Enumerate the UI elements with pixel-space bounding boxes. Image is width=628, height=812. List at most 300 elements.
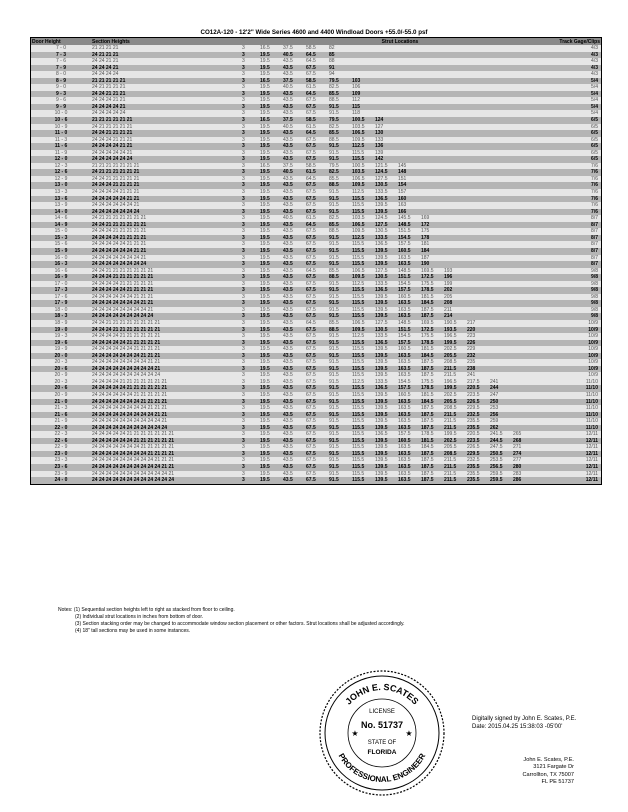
strut-value: 109.5 (352, 182, 365, 189)
section-count-cell: 3 (241, 385, 259, 392)
strut-value: 67.5 (306, 385, 316, 392)
strut-value: 139 (375, 149, 384, 156)
strut-value: 43.5 (283, 267, 293, 274)
section-heights-cell: 24 24 24 24 21 21 21 21 21 21 21 (91, 379, 241, 386)
address-city: Carrollton, TX 75007 (522, 771, 574, 778)
strut-value: 61.5 (306, 169, 316, 176)
strut-value: 19.5 (260, 156, 270, 163)
strut-value: 241 (490, 378, 499, 385)
strut-value: 199.5 (444, 385, 457, 392)
strut-value: 145 (398, 162, 407, 169)
strut-value: 19.5 (260, 208, 270, 215)
section-count-cell: 3 (241, 65, 259, 72)
track-gage-cell: 4/3 (541, 45, 601, 52)
strut-value: 139.5 (375, 202, 388, 209)
section-count-cell: 3 (241, 425, 259, 432)
strut-value: 163.5 (398, 457, 411, 464)
strut-value: 106.5 (352, 130, 365, 137)
door-height-cell: 8 - 0 (31, 71, 91, 78)
strut-value: 205.5 (444, 398, 457, 405)
door-height-cell: 16 - 9 (31, 274, 91, 281)
strut-value: 85.5 (329, 221, 339, 228)
door-height-cell: 10 - 9 (31, 124, 91, 131)
track-gage-cell: 6/5 (541, 137, 601, 144)
section-heights-cell: 24 24 24 24 24 24 24 24 24 21 (91, 366, 241, 373)
strut-value: 82.5 (329, 84, 339, 91)
strut-table (30, 37, 602, 485)
strut-value: 157.5 (398, 241, 411, 248)
strut-value: 109.5 (352, 228, 365, 235)
strut-value: 130 (375, 130, 384, 137)
strut-value: 211.5 (444, 365, 457, 372)
section-count-cell: 3 (241, 431, 259, 438)
strut-value: 91.5 (329, 477, 339, 484)
table-body (31, 45, 601, 484)
strut-value: 91.5 (329, 189, 339, 196)
strut-value: 67.5 (306, 477, 316, 484)
strut-value: 19.5 (260, 90, 270, 97)
strut-value: 91 (329, 64, 335, 71)
section-count-cell: 3 (241, 124, 259, 131)
note-2: (2) Individual strut locations in inches from bottom of door. (75, 614, 204, 620)
strut-value: 67.5 (306, 372, 316, 379)
strut-value: 151.5 (398, 274, 411, 281)
strut-value: 214 (444, 313, 453, 320)
strut-value: 64.5 (306, 175, 316, 182)
strut-value: 43.5 (283, 195, 293, 202)
strut-value: 43.5 (283, 110, 293, 117)
strut-value: 169.5 (421, 267, 434, 274)
track-gage-cell: 11/10 (541, 425, 601, 432)
strut-value: 229 (467, 346, 476, 353)
strut-value: 241 (467, 372, 476, 379)
strut-value: 259.5 (490, 470, 503, 477)
door-height-cell: 21 - 6 (31, 412, 91, 419)
strut-value: 43.5 (283, 90, 293, 97)
door-height-cell: 9 - 6 (31, 97, 91, 104)
strut-value: 211.5 (444, 424, 457, 431)
strut-value: 187.5 (421, 457, 434, 464)
strut-value: 247 (490, 391, 499, 398)
strut-value: 19.5 (260, 385, 270, 392)
track-gage-cell: 5/4 (541, 78, 601, 85)
section-heights-cell: 24 24 24 24 24 24 24 21 21 21 21 (91, 399, 241, 406)
door-height-cell: 19 - 9 (31, 346, 91, 353)
strut-value: 43.5 (283, 254, 293, 261)
strut-value: 43.5 (283, 398, 293, 405)
strut-value: 91.5 (329, 339, 339, 346)
track-gage-cell: 9/8 (541, 287, 601, 294)
strut-value: 67.5 (306, 110, 316, 117)
strut-value: 112 (352, 97, 360, 104)
door-height-cell: 21 - 9 (31, 418, 91, 425)
strut-value: 115.5 (352, 437, 365, 444)
strut-value: 19.5 (260, 247, 270, 254)
section-count-cell: 3 (241, 313, 259, 320)
strut-value: 67.5 (306, 287, 316, 294)
strut-value: 19.5 (260, 326, 270, 333)
track-gage-cell: 7/6 (541, 189, 601, 196)
strut-value: 211.5 (444, 372, 457, 379)
strut-value: 172.5 (421, 274, 434, 281)
strut-value: 112.5 (352, 234, 365, 241)
strut-value: 43.5 (283, 202, 293, 209)
strut-value: 235.5 (467, 464, 480, 470)
strut-value: 58.5 (306, 45, 316, 51)
strut-value: 136.5 (375, 287, 388, 294)
strut-value: 19.5 (260, 346, 270, 353)
strut-value: 178.5 (421, 431, 434, 438)
strut-value: 37.5 (283, 45, 293, 51)
section-count-cell: 3 (241, 268, 259, 275)
strut-value: 19.5 (260, 424, 270, 431)
section-count-cell: 3 (241, 209, 259, 216)
door-height-cell: 15 - 9 (31, 248, 91, 255)
strut-value: 211.5 (444, 457, 457, 464)
track-gage-cell: 8/7 (541, 222, 601, 229)
strut-value: 91.5 (329, 359, 339, 366)
strut-value: 85 (329, 51, 335, 58)
strut-value: 136.5 (375, 385, 388, 392)
strut-value: 256 (490, 411, 499, 418)
section-count-cell: 3 (241, 189, 259, 196)
strut-value: 67.5 (306, 97, 316, 104)
strut-value: 205.5 (444, 352, 457, 359)
strut-value: 163.5 (398, 444, 411, 451)
strut-value: 163.5 (398, 372, 411, 379)
strut-value: 67.5 (306, 444, 316, 451)
strut-value: 271 (513, 444, 522, 451)
strut-value: 187 (421, 254, 430, 261)
section-count-cell: 3 (241, 281, 259, 288)
section-count-cell: 3 (241, 71, 259, 78)
strut-value: 139.5 (375, 261, 388, 268)
strut-value: 160.5 (398, 391, 411, 398)
strut-value: 67.5 (306, 424, 316, 431)
section-heights-cell: 24 24 24 24 24 24 21 21 21 21 21 21 (91, 438, 241, 445)
strut-value: 43.5 (283, 444, 293, 451)
strut-value: 253 (490, 405, 499, 412)
strut-value: 106.5 (352, 319, 365, 326)
door-height-cell: 22 - 6 (31, 438, 91, 445)
strut-value: 43.5 (283, 208, 293, 215)
strut-value: 124.5 (375, 215, 388, 222)
door-height-cell: 9 - 3 (31, 91, 91, 98)
track-gage-cell: 4/3 (541, 58, 601, 65)
door-height-cell: 9 - 0 (31, 84, 91, 91)
strut-value: 199.5 (444, 339, 457, 346)
track-gage-cell: 12/11 (541, 471, 601, 478)
strut-value: 163.5 (398, 306, 411, 313)
section-count-cell: 3 (241, 182, 259, 189)
section-count-cell: 3 (241, 320, 259, 327)
track-gage-cell: 7/6 (541, 202, 601, 209)
track-gage-cell: 6/5 (541, 117, 601, 124)
strut-value: 67.5 (306, 470, 316, 477)
strut-value: 43.5 (283, 234, 293, 241)
strut-value: 187.5 (421, 411, 434, 418)
door-height-cell: 11 - 0 (31, 130, 91, 137)
strut-value: 133.5 (375, 280, 388, 287)
strut-value: 91.5 (329, 411, 339, 418)
strut-value: 37.5 (283, 162, 293, 169)
strut-value: 43.5 (283, 103, 293, 110)
strut-value: 187.5 (421, 313, 434, 320)
strut-value: 91.5 (329, 372, 339, 379)
strut-value: 139.5 (375, 450, 388, 457)
strut-value: 154.5 (398, 234, 411, 241)
strut-value: 229.5 (467, 405, 480, 412)
strut-value: 115.5 (352, 411, 365, 418)
strut-value: 280 (513, 464, 522, 470)
door-height-cell: 12 - 9 (31, 176, 91, 183)
section-count-cell: 3 (241, 471, 259, 478)
strut-value: 178.5 (421, 339, 434, 346)
strut-value: 202 (444, 287, 453, 294)
track-gage-cell: 7/6 (541, 163, 601, 170)
strut-value: 139.5 (375, 470, 388, 477)
section-heights-cell: 24 24 24 24 24 24 21 21 21 21 (91, 346, 241, 353)
section-heights-cell: 24 24 24 24 24 21 21 21 21 21 (91, 340, 241, 347)
section-heights-cell: 24 24 24 24 21 21 (91, 143, 241, 150)
strut-value: 19.5 (260, 143, 270, 150)
strut-value: 40.5 (283, 123, 293, 130)
track-gage-cell: 5/4 (541, 104, 601, 111)
strut-value: 229.5 (467, 450, 480, 457)
strut-value: 139.5 (375, 313, 388, 320)
section-count-cell: 3 (241, 104, 259, 111)
strut-value: 67.5 (306, 195, 316, 202)
track-gage-cell: 11/10 (541, 399, 601, 406)
strut-value: 43.5 (283, 130, 293, 137)
track-gage-cell: 4/3 (541, 65, 601, 72)
track-gage-cell: 8/7 (541, 255, 601, 262)
section-count-cell: 3 (241, 97, 259, 104)
strut-value: 19.5 (260, 411, 270, 418)
track-gage-cell: 11/10 (541, 418, 601, 425)
strut-value: 91.5 (329, 195, 339, 202)
strut-value: 115.5 (352, 208, 365, 215)
strut-value: 187.5 (421, 470, 434, 477)
strut-value: 106.5 (352, 175, 365, 182)
strut-value: 205 (444, 293, 453, 300)
strut-value: 91.5 (329, 247, 339, 254)
strut-value: 91.5 (329, 464, 339, 470)
strut-value: 40.5 (283, 169, 293, 176)
strut-value: 160 (398, 195, 407, 202)
track-gage-cell: 10/9 (541, 353, 601, 360)
strut-value: 139.5 (375, 372, 388, 379)
section-heights-cell: 24 24 24 24 24 24 24 24 21 (91, 307, 241, 314)
strut-value: 103.5 (352, 215, 365, 222)
door-height-cell: 17 - 6 (31, 294, 91, 301)
door-height-cell: 22 - 3 (31, 431, 91, 438)
strut-value: 43.5 (283, 228, 293, 235)
strut-value: 91.5 (329, 391, 339, 398)
strut-value: 169.5 (421, 319, 434, 326)
door-height-cell: 21 - 0 (31, 399, 91, 406)
strut-value: 91.5 (329, 437, 339, 444)
strut-value: 91.5 (329, 300, 339, 307)
strut-value: 43.5 (283, 261, 293, 268)
strut-value: 139.5 (375, 293, 388, 300)
strut-value: 91.5 (329, 457, 339, 464)
col-section-heights: Section Heights (91, 38, 241, 45)
section-count-cell: 3 (241, 261, 259, 268)
strut-value: 43.5 (283, 424, 293, 431)
track-gage-cell: 5/4 (541, 91, 601, 98)
strut-value: 40.5 (283, 215, 293, 222)
strut-value: 43.5 (283, 372, 293, 379)
strut-value: 19.5 (260, 470, 270, 477)
strut-value: 112.5 (352, 333, 365, 340)
strut-value: 43.5 (283, 313, 293, 320)
strut-value: 211.5 (444, 477, 457, 484)
section-count-cell: 3 (241, 372, 259, 379)
strut-value: 244.5 (490, 437, 503, 444)
strut-value: 19.5 (260, 71, 270, 78)
section-count-cell: 3 (241, 274, 259, 281)
section-heights-cell: 24 24 24 24 24 24 24 21 (91, 255, 241, 262)
strut-value: 187.5 (421, 477, 434, 484)
section-heights-cell: 24 24 24 24 24 21 21 21 21 (91, 287, 241, 294)
section-count-cell: 3 (241, 405, 259, 412)
digital-signature (472, 715, 576, 731)
strut-value: 145.5 (398, 215, 411, 222)
strut-value: 85.5 (329, 130, 339, 137)
strut-value: 115.5 (352, 372, 365, 379)
strut-value: 19.5 (260, 457, 270, 464)
section-heights-cell: 24 24 24 24 24 24 24 21 21 21 (91, 353, 241, 360)
strut-value: 133.5 (375, 378, 388, 385)
section-count-cell: 3 (241, 241, 259, 248)
door-height-cell: 20 - 6 (31, 385, 91, 392)
strut-value: 67.5 (306, 156, 316, 163)
strut-value: 91.5 (329, 149, 339, 156)
strut-value: 139.5 (375, 437, 388, 444)
section-count-cell: 3 (241, 255, 259, 262)
strut-value: 181.5 (421, 293, 434, 300)
track-gage-cell: 11/10 (541, 405, 601, 412)
door-height-cell: 10 - 6 (31, 117, 91, 124)
strut-value: 187.5 (421, 405, 434, 412)
strut-value: 91.5 (329, 385, 339, 392)
strut-value: 43.5 (283, 470, 293, 477)
strut-value: 19.5 (260, 136, 270, 143)
strut-value: 85.5 (329, 175, 339, 182)
strut-value: 91.5 (329, 156, 339, 163)
strut-value: 139.5 (375, 411, 388, 418)
strut-value: 19.5 (260, 274, 270, 281)
strut-value: 19.5 (260, 84, 270, 91)
strut-value: 163.5 (398, 450, 411, 457)
strut-value: 139.5 (375, 306, 388, 313)
strut-value: 67.5 (306, 189, 316, 196)
section-heights-cell: 24 24 24 24 24 24 (91, 156, 241, 163)
strut-value: 133.5 (375, 234, 388, 241)
strut-value: 64.5 (306, 319, 316, 326)
strut-value: 115.5 (352, 470, 365, 477)
note-3: (3) Section stacking order may be changed to accommodate window section placement or other factors. Strut locations shall be adjusted accordingly. (75, 621, 405, 627)
strut-value: 169 (421, 215, 430, 222)
strut-value: 136 (375, 143, 384, 150)
strut-value: 127.5 (375, 221, 388, 228)
strut-value: 43.5 (283, 175, 293, 182)
track-gage-cell: 6/5 (541, 156, 601, 163)
section-heights-cell: 24 24 24 21 21 21 21 21 (91, 228, 241, 235)
strut-value: 274 (513, 450, 522, 457)
section-heights-cell: 24 24 24 24 24 21 (91, 150, 241, 157)
strut-value: 175.5 (421, 280, 434, 287)
strut-value: 67.5 (306, 234, 316, 241)
strut-value: 139.5 (375, 398, 388, 405)
section-heights-cell: 24 24 24 21 21 21 (91, 137, 241, 144)
strut-value: 187.5 (421, 306, 434, 313)
section-count-cell: 3 (241, 340, 259, 347)
strut-value: 43.5 (283, 385, 293, 392)
strut-value: 106 (352, 84, 361, 91)
strut-value: 163.5 (398, 352, 411, 359)
section-heights-cell: 24 24 24 24 21 21 21 (91, 189, 241, 196)
strut-value: 190.5 (444, 319, 457, 326)
door-height-cell: 15 - 0 (31, 228, 91, 235)
address-license: FL PE 51737 (541, 779, 574, 786)
strut-value: 115.5 (352, 405, 365, 412)
section-count-cell: 3 (241, 248, 259, 255)
strut-value: 43.5 (283, 411, 293, 418)
strut-value: 157.5 (398, 287, 411, 294)
strut-value: 115.5 (352, 241, 365, 248)
track-gage-cell: 10/9 (541, 372, 601, 379)
strut-value: 19.5 (260, 261, 270, 268)
strut-value: 91.5 (329, 365, 339, 372)
strut-value: 235.5 (467, 418, 480, 425)
strut-value: 232 (467, 352, 476, 359)
track-gage-cell: 8/7 (541, 241, 601, 248)
strut-value: 223.5 (467, 437, 480, 444)
section-heights-cell: 24 21 21 21 21 21 (91, 124, 241, 131)
strut-value: 112.5 (352, 378, 365, 385)
strut-value: 139.5 (375, 424, 388, 431)
strut-value: 115.5 (352, 391, 365, 398)
table-header-row (31, 38, 601, 45)
section-count-cell: 3 (241, 110, 259, 117)
strut-value: 19.5 (260, 418, 270, 425)
section-count-cell: 3 (241, 294, 259, 301)
strut-value: 187.5 (421, 359, 434, 366)
section-count-cell: 3 (241, 444, 259, 451)
strut-value: 94 (329, 71, 335, 78)
door-height-cell: 8 - 9 (31, 78, 91, 85)
strut-value: 184.5 (421, 444, 434, 451)
strut-value: 91.5 (329, 143, 339, 150)
strut-value: 208.5 (444, 359, 457, 366)
strut-value: 109.5 (352, 326, 365, 333)
strut-value: 244 (490, 385, 499, 392)
strut-value: 37.5 (283, 77, 293, 84)
strut-value: 130.5 (375, 326, 388, 333)
strut-value: 64.5 (306, 221, 316, 228)
strut-value: 91.5 (329, 450, 339, 457)
strut-value: 43.5 (283, 405, 293, 412)
strut-value: 238 (467, 365, 476, 372)
strut-value: 19.5 (260, 103, 270, 110)
strut-value: 178 (421, 234, 430, 241)
strut-value: 115.5 (352, 254, 365, 261)
door-height-cell: 14 - 9 (31, 222, 91, 229)
strut-value: 184.5 (421, 300, 434, 307)
strut-value: 103.5 (352, 169, 365, 176)
